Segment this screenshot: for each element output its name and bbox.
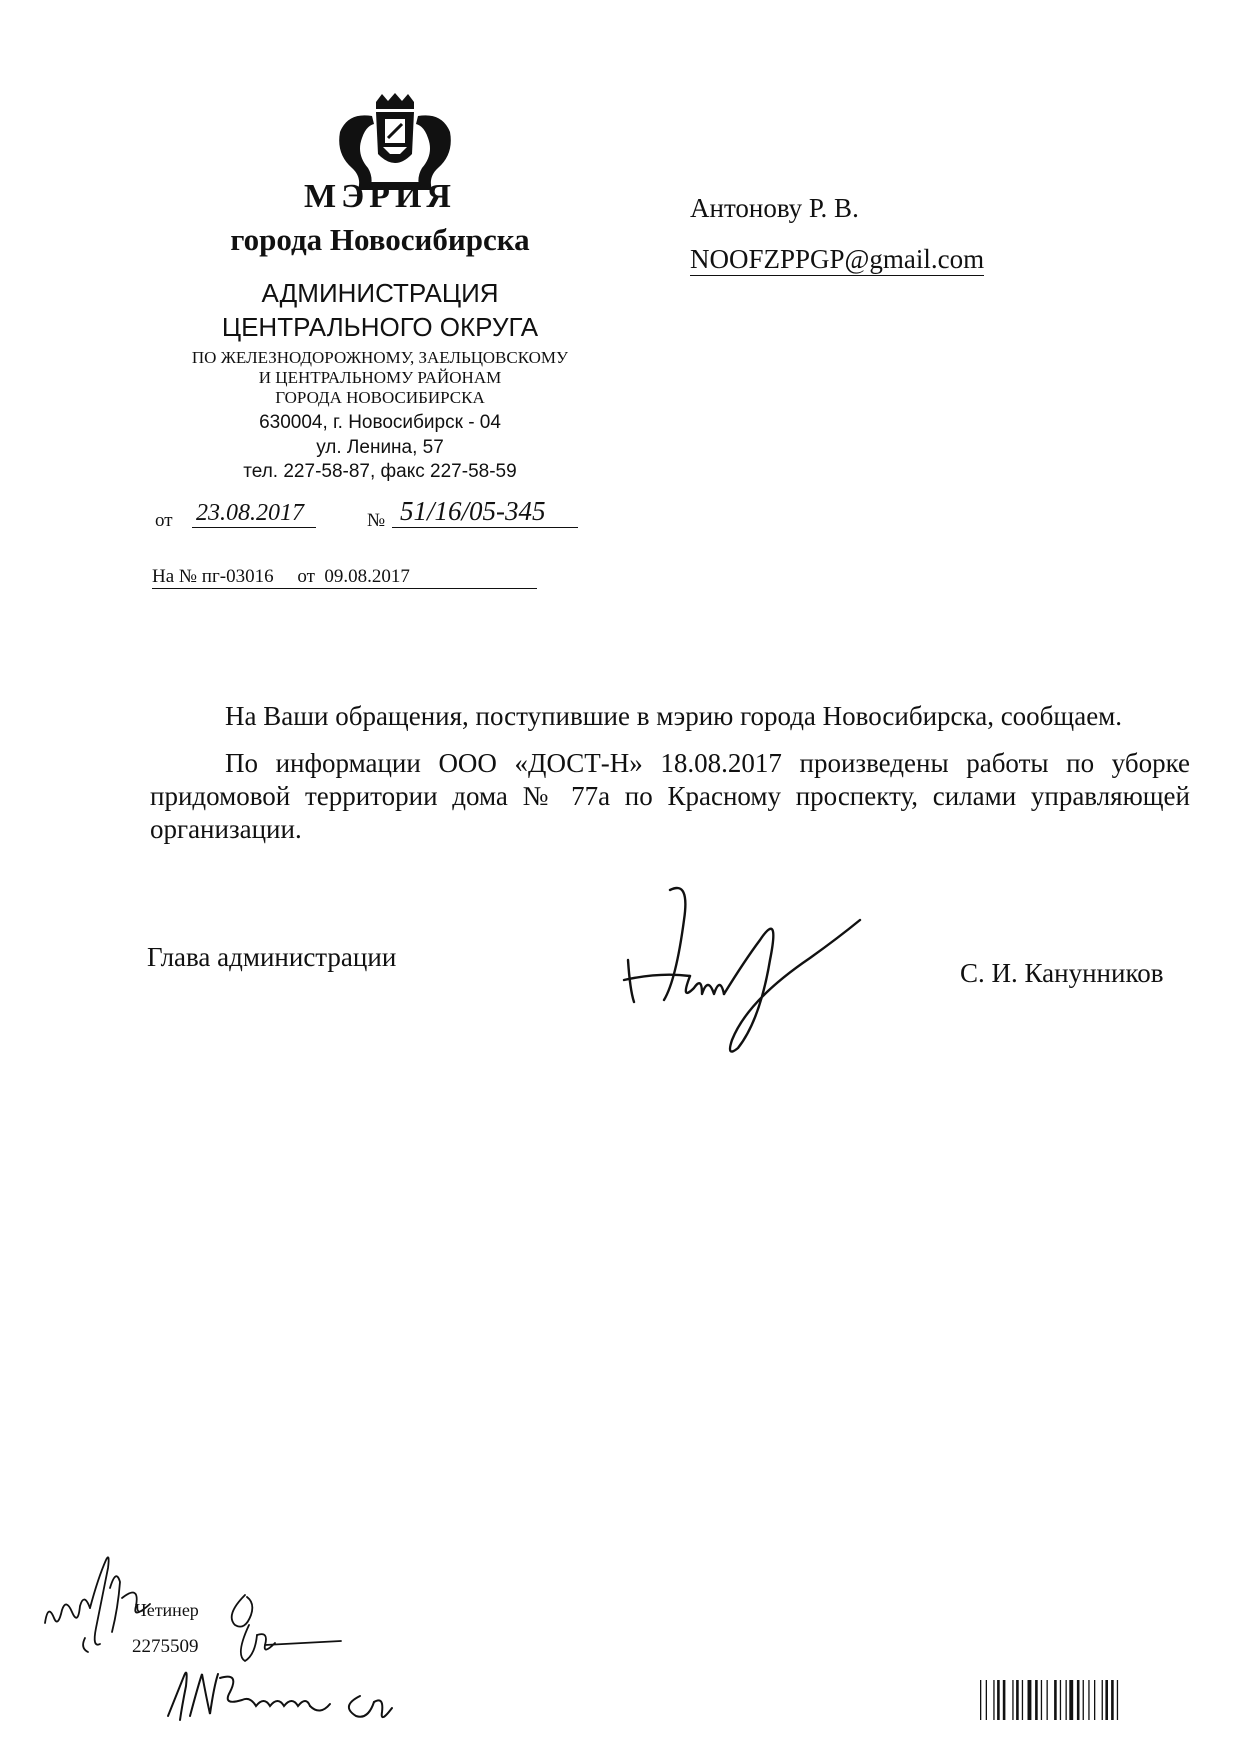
barcode	[978, 1678, 1168, 1730]
contact-phones: тел. 227-58-87, факс 227-58-59	[243, 461, 517, 482]
city-name: города Новосибирска	[230, 222, 530, 257]
mayor-title: МЭРИЯ	[304, 178, 456, 215]
body-paragraph: На Ваши обращения, поступившие в мэрию города Новосибирска, сообщаем.	[225, 701, 1123, 731]
districts-line: И ЦЕНТРАЛЬНОМУ РАЙОНАМ	[258, 368, 502, 387]
recipient-email: NOOFZPPGP@gmail.com	[690, 244, 985, 274]
postal-address: 630004, г. Новосибирск - 04	[259, 412, 501, 433]
executor-signature	[225, 1585, 345, 1665]
districts-line: ПО ЖЕЛЕЗНОДОРОЖНОМУ, ЗАЕЛЬЦОВСКОМУ	[191, 348, 569, 367]
body-paragraph: По информации ООО «ДОСТ-Н» 18.08.2017 произведены работы по уборке придомовой территории дома № 77а по Красному проспекту, силами управляющей организации.	[150, 748, 1190, 844]
handwritten-signature	[620, 880, 870, 1065]
number-label: №	[367, 510, 386, 531]
executor-phone: 2275509	[132, 1636, 199, 1657]
signer-name: С. И. Канунников	[960, 958, 1164, 988]
letter-body	[150, 700, 1190, 846]
administration-title: АДМИНИСТРАЦИЯ	[261, 278, 499, 308]
district-title: ЦЕНТРАЛЬНОГО ОКРУГА	[221, 312, 539, 342]
street-address: ул. Ленина, 57	[316, 437, 444, 458]
signer-position: Глава администрации	[147, 942, 397, 972]
date-label: от	[155, 510, 173, 531]
reference-line: На № пг-03016 от 09.08.2017	[152, 566, 537, 589]
districts-line: ГОРОДА НОВОСИБИРСКА	[275, 388, 485, 407]
executor-name: Четинер	[135, 1600, 199, 1620]
registration-date: 23.08.2017	[192, 500, 316, 528]
registration-number: 51/16/05-345	[392, 496, 578, 528]
bottom-signature	[160, 1656, 420, 1726]
recipient-name: Антонову Р. В.	[690, 193, 859, 223]
